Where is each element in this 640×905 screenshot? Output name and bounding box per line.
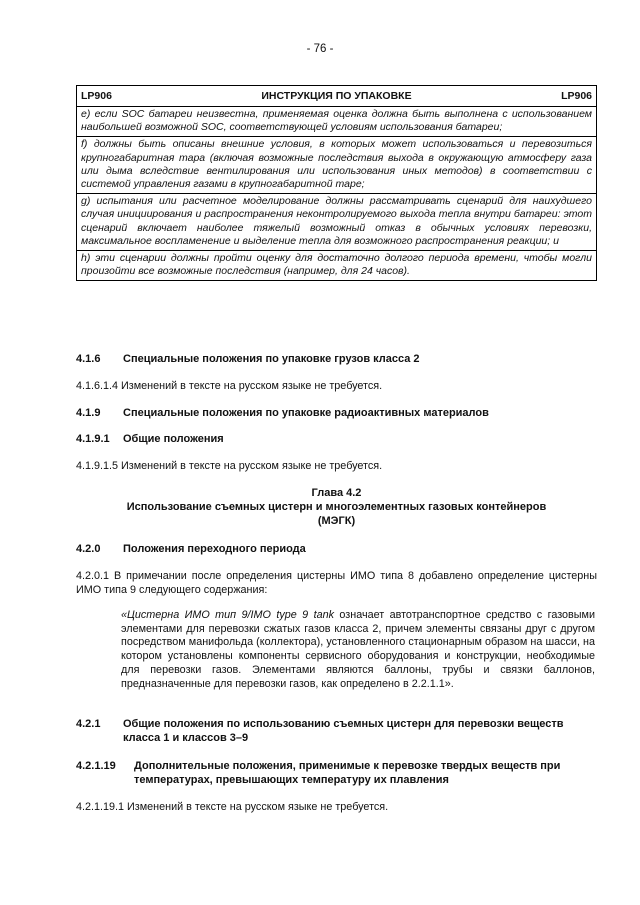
packing-instruction-table <box>76 85 597 281</box>
paragraph-4-2-1-19-1: 4.2.1.19.1 Изменений в тексте на русском языке не требуется. <box>76 801 389 813</box>
section-title: Специальные положения по упаковке радиоактивных материалов <box>123 407 489 419</box>
instruction-code-right: LP906 <box>500 86 597 107</box>
table-row <box>77 107 597 137</box>
section-4-1-9-heading <box>76 407 597 421</box>
paragraph-4-2-0-1: 4.2.0.1 В примечании после определения цистерны ИМО типа 8 добавлено определение цистерны ИМО типа 9 следующего содержания: <box>76 570 597 596</box>
quote-term: «Цистерна ИМО тип 9/IMO type 9 tank <box>121 609 334 621</box>
section-4-1-9-1-heading <box>76 433 597 447</box>
section-title: Общие положения по использованию съемных цистерн для перевозки веществ класса 1 и классов 3–9 <box>123 718 564 744</box>
instruction-code-left: LP906 <box>77 86 174 107</box>
table-row <box>77 194 597 251</box>
section-number: 4.2.1 <box>76 718 101 730</box>
table-row-h: h) эти сценарии должны пройти оценку для достаточно долгого периода времени, чтобы могли произойти все возможные последствия (например, для 24 часов). <box>77 251 597 281</box>
table-header-row <box>77 86 597 107</box>
section-4-2-1-heading <box>76 718 597 745</box>
section-4-2-0-heading <box>76 543 597 557</box>
chapter-title-line-2: (МЭГК) <box>317 515 356 527</box>
section-number: 4.1.9 <box>76 407 101 419</box>
section-number: 4.1.6 <box>76 353 101 365</box>
table-row-e: e) если SOC батареи неизвестна, применяемая оценка должна быть выполнена с использованием наибольшей возможной SOC, соответствующей условиям использования батареи; <box>77 107 597 137</box>
section-number: 4.1.9.1 <box>76 433 110 445</box>
section-title: Положения переходного периода <box>123 543 306 555</box>
table-row-g: g) испытания или расчетное моделирование должны рассматривать сценарий для наихудшего случая инициирования и распространения неконтролируемого выхода тепла внутри батареи: этот сценарий включает наиболее тяжелый возможный отказ в обычных условиях перевозки, максимальное воспламенение и выделение тепла для возможного распространения реакции; и <box>77 194 597 251</box>
section-4-1-6-heading <box>76 353 597 367</box>
instruction-title: ИНСТРУКЦИЯ ПО УПАКОВКЕ <box>173 86 499 107</box>
section-number: 4.2.1.19 <box>76 760 116 772</box>
table-row-f: f) должны быть описаны внешние условия, в которых может использоваться и перевозиться крупногабаритная тара (включая возможные последствия выхода в окружающую атмосферу газа или дыма вследствие вентилирования или использования иных методов) в соответствии с системой управления газами в крупногабаритной таре; <box>77 137 597 194</box>
paragraph-4-1-6-1-4: 4.1.6.1.4 Изменений в тексте на русском языке не требуется. <box>76 380 383 392</box>
chapter-heading <box>76 486 597 528</box>
section-title: Общие положения <box>123 433 224 445</box>
quote-body: означает автотранспортное средство с газовыми элементами для перевозки сжатых газов класса 2, причем элементы связаны друг с другом посредством манифольда (коллектора), установленного стационарным образом на шасси, на котором установлены компоненты сервисного оборудования и конструкции, необходимые для перевозки газов. Элементами являются баллоны, трубы и связки баллонов, предназначенные для перевозки газов, как определено в 2.2.1.1». <box>121 609 595 690</box>
chapter-title-line-1: Использование съемных цистерн и многоэлементных газовых контейнеров <box>126 501 547 513</box>
paragraph-4-1-9-1-5: 4.1.9.1.5 Изменений в тексте на русском языке не требуется. <box>76 460 383 472</box>
table-row <box>77 251 597 281</box>
section-number: 4.2.0 <box>76 543 101 555</box>
page-number: - 76 - <box>306 43 334 55</box>
section-title: Специальные положения по упаковке грузов класса 2 <box>123 353 420 365</box>
section-title: Дополнительные положения, применимые к перевозке твердых веществ при температурах, превышающих температуру их плавления <box>134 760 561 786</box>
table-row <box>77 137 597 194</box>
chapter-label: Глава 4.2 <box>311 487 362 499</box>
imo-type-9-definition-quote <box>121 609 595 691</box>
section-4-2-1-19-heading <box>76 760 597 787</box>
